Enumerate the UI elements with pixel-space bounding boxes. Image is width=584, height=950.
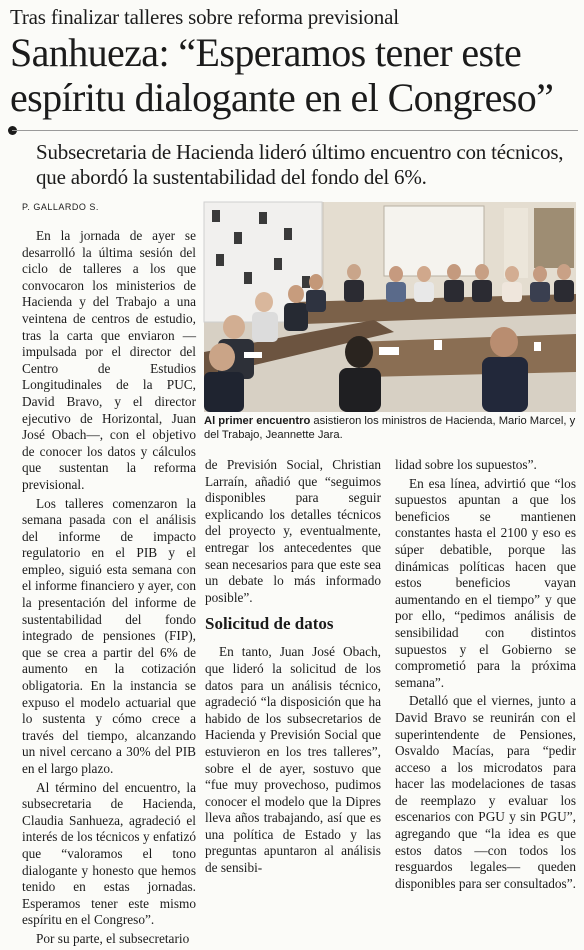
photo-caption: [204, 414, 576, 442]
article-headline: Sanhueza: “Esperamos tener este espíritu dialogante en el Congreso”: [10, 30, 554, 120]
paragraph: de Previsión Social, Christian Larraín, añadió que “seguimos disponibles para seguir explicando los detalles técnicos del proyecto y, eventualmente, entregar los antecedentes que sean necesarios para que este sea un debate lo más informado posible”.: [205, 457, 381, 605]
article-column-3: [395, 457, 576, 894]
section-subhead: Solicitud de datos: [205, 614, 334, 634]
byline: P. GALLARDO S.: [22, 202, 99, 212]
rule-divider: [12, 130, 578, 131]
paragraph: lidad sobre los supuestos”.: [395, 457, 537, 472]
paragraph: En la jornada de ayer se desarrolló la última sesión del ciclo de talleres a los que convocaron los ministerios de Hacienda y del Trabajo a una veintena de centros de estudio, tras la carta que enviaron —impulsada por el director del Centro de Estudios Longitudinales de la PUC, David Bravo, y el director ejecutivo de Horizontal, Juan José Obach—, con el objetivo de conocer los datos y cálculos que sustentan la reforma previsional.: [22, 228, 196, 492]
paragraph: Los talleres comenzaron la semana pasada con el análisis del informe de impacto regulatorio en el PIB y el empleo, siguió esta semana con el informe financiero y ayer, con la presentación del informe de sustentabilidad del fondo integrado de pensiones (FIP), que se crea a partir del 6% de aumento en la cotización obligatoria. En la instancia se expuso el modelo actuarial que lo sustenta y cómo crece a través del tiempo, alcanzando un nivel cercano a 30% del PIB en el largo plazo.: [22, 495, 196, 776]
paragraph: En esa línea, advirtió que “los supuestos apuntan a que los beneficios se mantienen constantes hasta el 2100 y eso es súper debatible, porque las dinámicas políticas hacen que estos beneficios vayan aumentando en el tiempo” y que por ello, “pedimos análisis de sensibilidad con distintos supuestos y el Gobierno se comprometió para la próxima semana”.: [395, 475, 576, 690]
article-kicker: Tras finalizar talleres sobre reforma previsional: [10, 5, 399, 29]
meeting-photo: [204, 202, 576, 412]
article-column-2: [205, 457, 381, 879]
paragraph: Al término del encuentro, la subsecretaria de Hacienda, Claudia Sanhueza, agradeció el interés de los técnicos y enfatizó que “valoramos el tono dialogante y honesto que hemos tenido en estas jornadas. Esperamos tener este mismo espíritu en el Congreso”.: [22, 779, 196, 928]
paragraph: Detalló que el viernes, junto a David Bravo se reunirán con el superintendente de Pensiones, Osvaldo Macías, para “pedir acceso a los microdatos para hacer las modelaciones de tasas de reemplazo y evaluar los escenarios con PGU y sin PGU”, agregando que “la idea es que estos datos —con todos los resguardos legales— queden disponibles para ser consultados”.: [395, 693, 576, 891]
article-column-1: [22, 228, 196, 950]
meeting-photo-illustration: [204, 202, 576, 412]
paragraph: Por su parte, el subsecretario: [36, 930, 190, 946]
caption-lead: Al primer encuentro: [204, 415, 311, 427]
article-deck: Subsecretaria de Hacienda lideró último encuentro con técnicos, que abordó la sustentabilidad del fondo del 6%.: [36, 140, 564, 189]
caption-text: asistieron los ministros de Hacienda, Mario Marcel, y del Trabajo, Jeannette Jara.: [204, 415, 576, 441]
paragraph: En tanto, Juan José Obach, que lideró la solicitud de los datos para un análisis técnico, agradeció “la disposición que ha habido de los subsecretarios de Hacienda y Previsión Social que estuvieron en los tres talleres”, sobre el de ayer, sostuvo que “fue muy provechoso, pudimos conocer el modelo que la Dipres lleva años trabajando, así que es una política de Estado y las preguntas apuntaron al análisis de sensibi-: [205, 644, 381, 876]
